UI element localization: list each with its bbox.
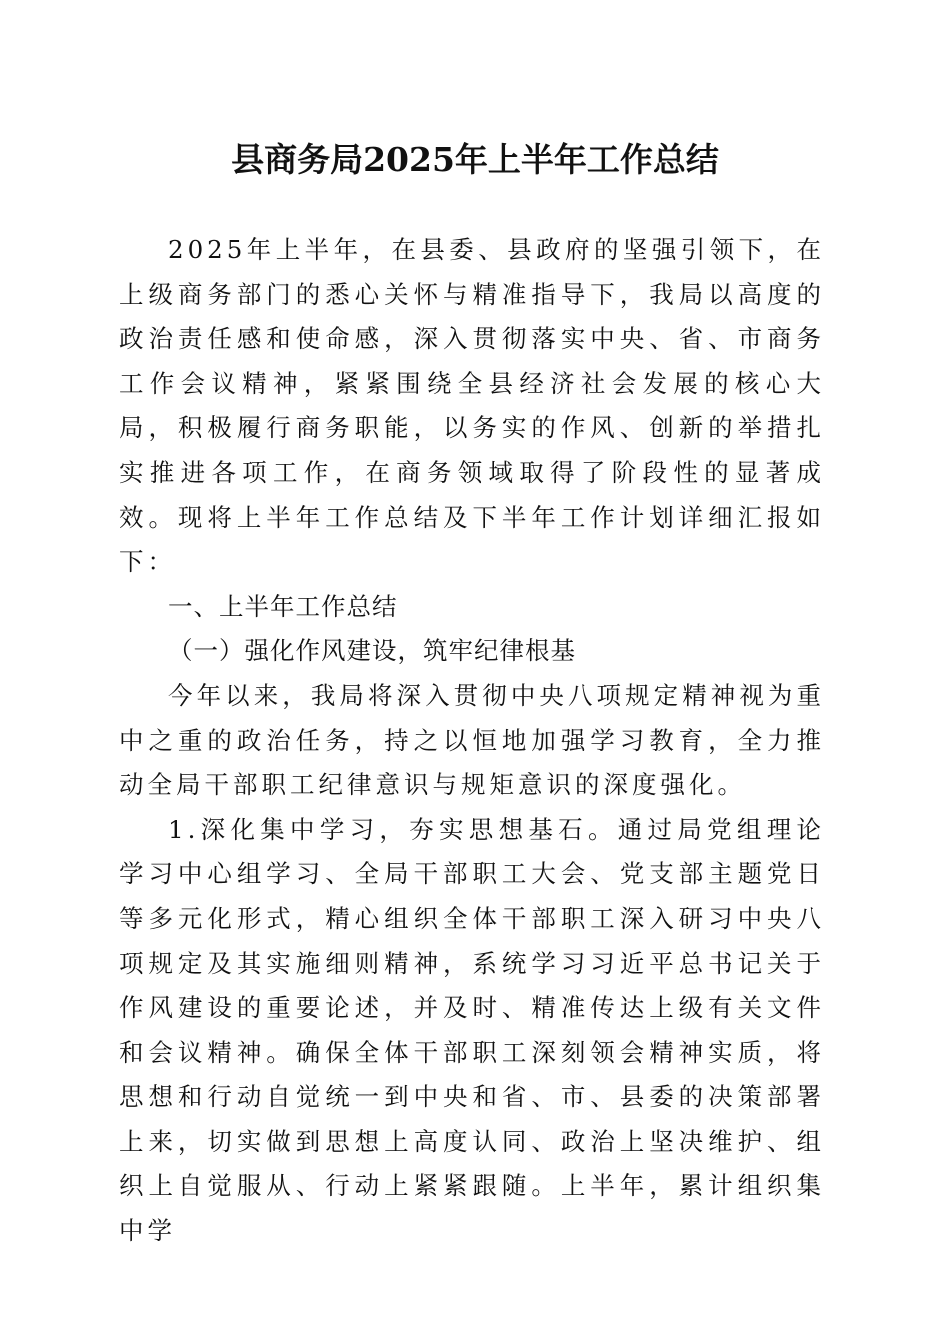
section-heading: 一、上半年工作总结 <box>168 591 398 621</box>
item-paragraph: 1.深化集中学习，夯实思想基石。通过局党组理论学习中心组学习、全局干部职工大会、党支部主题党日等多元化形式，精心组织全体干部职工深入研习中央八项规定及其实施细则精神，系统学习习近平总书记关于作风建设的重要论述，并及时、精准传达上级有关文件和会议精神。确保全体干部职工深刻领会精神实质，将思想和行动自觉统一到中央和省、市、县委的决策部署上来，切实做到思想上高度认同、政治上坚决维护、组织上自觉服从、行动上紧紧跟随。上半年，累计组织集中学 <box>119 814 825 1246</box>
intro-paragraph: 2025年上半年，在县委、县政府的坚强引领下，在上级商务部门的悉心关怀与精准指导下，我局以高度的政治责任感和使命感，深入贯彻落实中央、省、市商务工作会议精神，紧紧围绕全县经济社会发展的核心大局，积极履行商务职能，以务实的作风、创新的举措扎实推进各项工作，在商务领域取得了阶段性的显著成效。现将上半年工作总结及下半年工作计划详细汇报如下： <box>119 235 825 577</box>
document-title: 县商务局2025年上半年工作总结 <box>231 140 719 179</box>
subsection-heading: （一）强化作风建设，筑牢纪律根基 <box>168 636 576 666</box>
subsection-intro-paragraph: 今年以来，我局将深入贯彻中央八项规定精神视为重中之重的政治任务，持之以恒地加强学习教育，全力推动全局干部职工纪律意识与规矩意识的深度强化。 <box>119 680 825 800</box>
document-body <box>119 228 825 1254</box>
